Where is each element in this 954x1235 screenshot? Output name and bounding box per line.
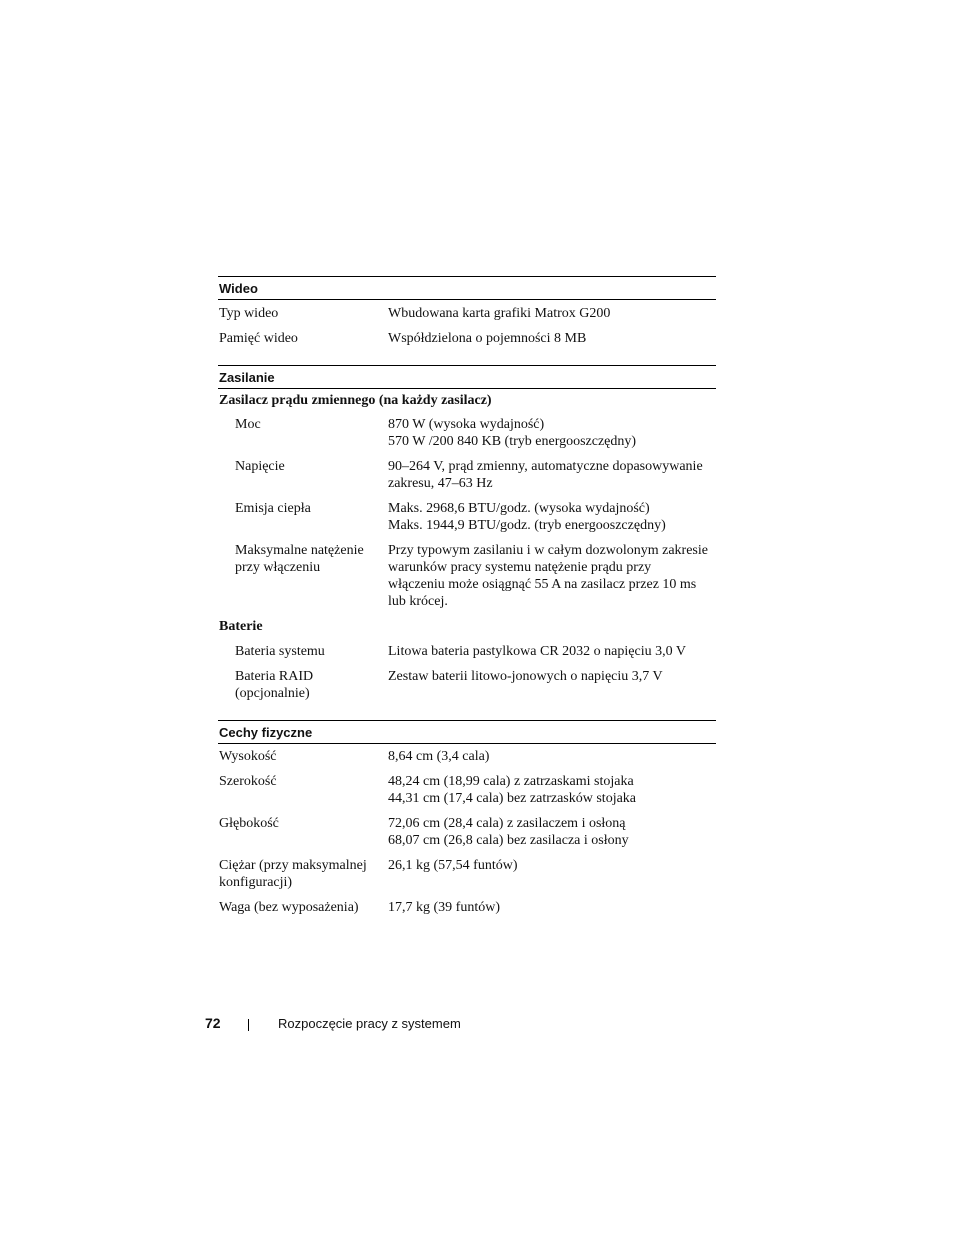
footer-separator <box>248 1019 249 1031</box>
page-footer <box>0 1015 954 1035</box>
spec-row-raid-battery <box>218 660 716 702</box>
spec-value: 8,64 cm (3,4 cala) <box>388 749 490 764</box>
spec-row-weight-max <box>218 849 716 891</box>
spec-row-system-battery <box>218 635 716 660</box>
spec-row-power-inrush-current <box>218 534 716 610</box>
footer-title: Rozpoczęcie pracy z systemem <box>278 1016 461 1031</box>
subheader-ac-power-supply: Zasilacz prądu zmiennego (na każdy zasilacz) <box>219 393 492 408</box>
video-rows <box>218 300 716 347</box>
spec-label: Moc <box>235 417 261 432</box>
spec-value: 26,1 kg (57,54 funtów) <box>388 858 518 873</box>
spec-row-power-wattage <box>218 409 716 450</box>
spec-row-video-memory <box>218 322 716 347</box>
spec-label: Głębokość <box>219 816 279 831</box>
section-header-power: Zasilanie <box>218 365 716 389</box>
section-header-physical: Cechy fizyczne <box>218 720 716 744</box>
spec-label: Napięcie <box>235 459 285 474</box>
spec-label: Ciężar (przy maksymalnej konfiguracji) <box>219 858 367 890</box>
spec-value: 72,06 cm (28,4 cala) z zasilaczem i osłoną 68,07 cm (26,8 cala) bez zasilacza i osłony <box>388 816 629 848</box>
spec-value: Współdzielona o pojemności 8 MB <box>388 331 587 346</box>
spec-label: Szerokość <box>219 774 277 789</box>
spec-label: Maksymalne natężenie przy włączeniu <box>235 543 364 575</box>
spec-row-video-type <box>218 301 716 322</box>
spec-value: Przy typowym zasilaniu i w całym dozwolonym zakresie warunków pracy systemu natężenie prądu przy włączeniu może osiągnąć 55 A na zasilacz przez 10 ms lub krócej. <box>388 543 708 609</box>
spec-label: Wysokość <box>219 749 277 764</box>
spec-value: 17,7 kg (39 funtów) <box>388 900 500 915</box>
spec-label: Emisja ciepła <box>235 501 311 516</box>
spec-value: Zestaw baterii litowo-jonowych o napięciu 3,7 V <box>388 669 663 684</box>
spec-label: Bateria systemu <box>235 644 325 659</box>
spec-label: Bateria RAID (opcjonalnie) <box>235 669 314 701</box>
spec-value: 48,24 cm (18,99 cala) z zatrzaskami stojaka 44,31 cm (17,4 cala) bez zatrzasków stojaka <box>388 774 637 806</box>
spec-label: Waga (bez wyposażenia) <box>219 900 359 915</box>
spec-row-power-voltage <box>218 450 716 492</box>
spec-label: Pamięć wideo <box>219 331 298 346</box>
spec-label: Typ wideo <box>219 306 279 321</box>
spec-row-height <box>218 744 716 765</box>
spec-value: Maks. 2968,6 BTU/godz. (wysoka wydajność) Maks. 1944,9 BTU/godz. (tryb energooszczędny) <box>388 501 666 533</box>
spec-value: Wbudowana karta grafiki Matrox G200 <box>388 306 611 321</box>
spec-row-depth <box>218 807 716 849</box>
spec-row-width <box>218 765 716 807</box>
page-number: 72 <box>205 1015 221 1031</box>
subheader-batteries: Baterie <box>219 619 263 634</box>
spec-value: 90–264 V, prąd zmienny, automatyczne dopasowywanie zakresu, 47–63 Hz <box>388 459 703 491</box>
spec-row-power-heat-dissipation <box>218 492 716 534</box>
spec-value: 870 W (wysoka wydajność) 570 W /200 840 KB (tryb energooszczędny) <box>388 417 637 449</box>
section-header-video: Wideo <box>218 276 716 300</box>
specifications-table <box>218 276 716 916</box>
spec-row-weight-empty <box>218 891 716 916</box>
spec-value: Litowa bateria pastylkowa CR 2032 o napięciu 3,0 V <box>388 644 686 659</box>
